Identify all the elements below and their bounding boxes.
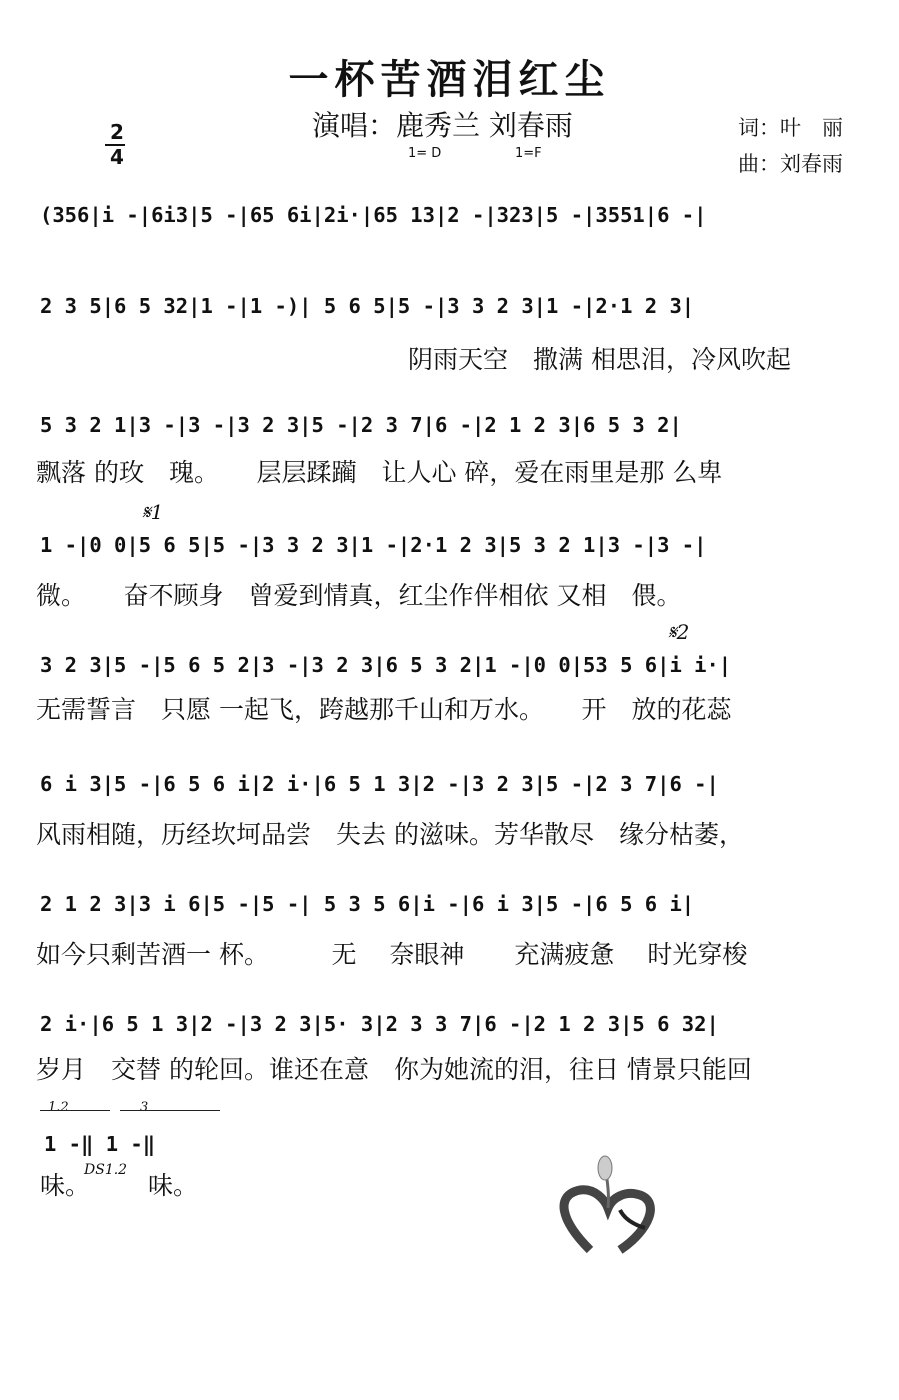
notation-line-6: 6 i 3|5 -|6 5 6 i|2 i·|6 5 1 3|2 -|3 2 3|5 -|2 3 7|6 -| [40,772,719,796]
notation-line-4: 1 -|0 0|5 6 5|5 -|3 3 2 3|1 -|2·1 2 3|5 3 2 1|3 -|3 -| [40,533,707,557]
notation-line-7: 2 1 2 3|3 i 6|5 -|5 -| 5 3 5 6|i -|6 i 3|5 -|6 5 6 i| [40,892,695,916]
lyric-line-1: 阴雨天空 撒满 相思泪，冷风吹起 [408,345,791,374]
lyric-line-9: 味。 [148,1171,199,1200]
notation-line-2: 2 3 5|6 5 32|1 -|1 -)| 5 6 5|5 -|3 3 2 3|1 -|2·1 2 3| [40,294,695,318]
notation-line-5: 3 2 3|5 -|5 6 5 2|3 -|3 2 3|6 5 3 2|1 -|0 0|53 5 6|i i·| [40,653,732,677]
key-signature-f: 1=F [515,146,542,161]
key-signature-d: 1= D [408,146,442,161]
song-title: 一杯苦酒泪红尘 [288,56,611,103]
volta-1-2-label: 1.2 [48,1100,69,1115]
time-signature-bottom: 4 [110,145,124,169]
volta-3-bracket [120,1110,220,1111]
singer-credit: 演唱：鹿秀兰 刘春雨 [312,109,573,142]
lyric-line-6: 如今只剩苦酒一 杯。 无 奈眼神 充满疲惫 时光穿梭 [36,940,748,969]
segno-1-icon: 𝄋1 [142,500,164,524]
notation-line-8: 2 i·|6 5 1 3|2 -|3 2 3|5· 3|2 3 3 7|6 -|2 1 2 3|5 6 32| [40,1012,719,1036]
dal-segno-mark: DS1.2 [84,1162,128,1178]
decorative-heart-candle-icon [550,1150,675,1270]
notation-line-1: (356|i -|6i3|5 -|65 6i|2i·|65 13|2 -|323|5 -|3551|6 -| [40,203,707,227]
lyric-line-2: 飘落 的玫 瑰。 层层蹂躏 让人心 碎，爱在雨里是那 么卑 [36,458,723,487]
lyricist-credit: 词：叶 丽 [738,116,843,140]
lyric-line-3: 微。 奋不顾身 曾爱到情真，红尘作伴相依 又相 偎。 [36,581,682,610]
volta-1-2-bracket [40,1110,110,1111]
segno-2-icon: 𝄋2 [668,620,690,644]
lyric-line-4: 无需誓言 只愿 一起飞，跨越那千山和万水。 开 放的花蕊 [36,695,732,724]
volta-3-label: 3 [140,1100,149,1115]
lyric-line-8: 味。 [40,1171,91,1200]
notation-line-3: 5 3 2 1|3 -|3 -|3 2 3|5 -|2 3 7|6 -|2 1 2 3|6 5 3 2| [40,413,682,437]
lyric-line-5: 风雨相随，历经坎坷品尝 失去 的滋味。芳华散尽 缘分枯萎， [36,820,744,849]
notation-line-9: 1 -‖ 1 -‖ [44,1132,156,1156]
composer-credit: 曲：刘春雨 [738,152,843,176]
time-signature-top: 2 [110,120,124,144]
lyric-line-7: 岁月 交替 的轮回。谁还在意 你为她流的泪，往日 情景只能回 [36,1055,752,1084]
